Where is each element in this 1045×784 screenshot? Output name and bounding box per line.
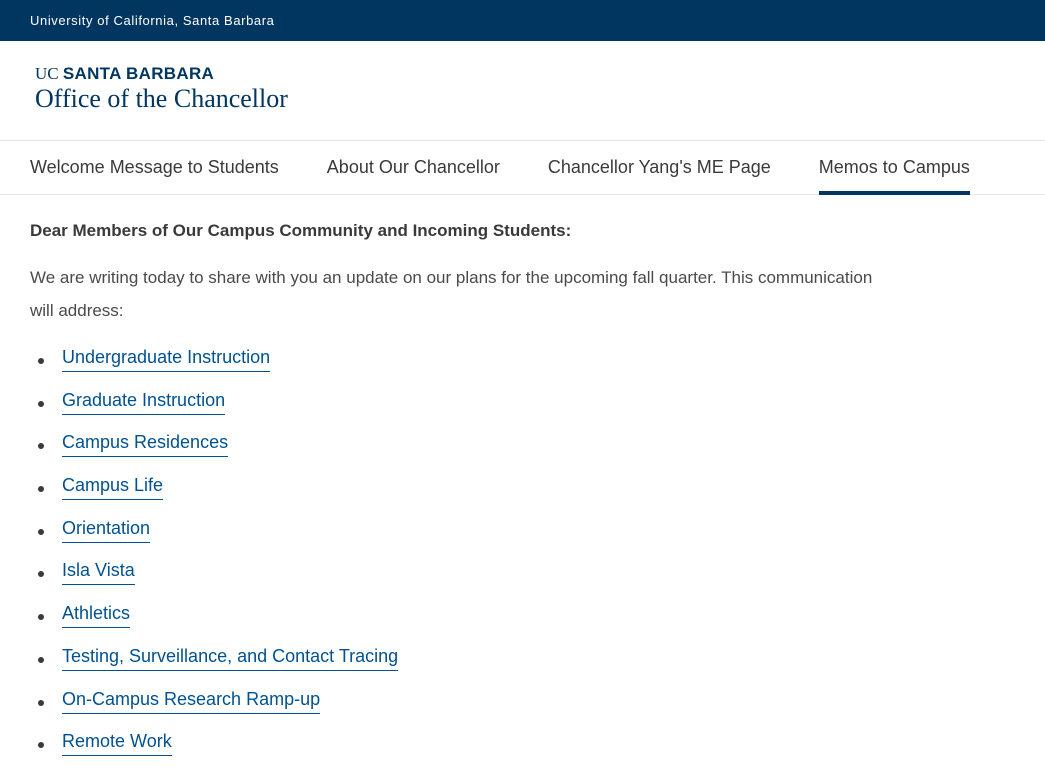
- memo-intro: We are writing today to share with you an update on our plans for the upcoming fall quarter. This communication will address:: [30, 268, 873, 320]
- nav-item-label: Memos to Campus: [818, 157, 970, 177]
- nav-item-label: About Our Chancellor: [326, 157, 500, 177]
- nav-item-memos-to-campus[interactable]: [819, 141, 970, 194]
- nav-item-me-page[interactable]: [548, 141, 771, 194]
- wordmark-santa-barbara: SANTA BARBARA: [62, 64, 215, 83]
- topic-link-orientation[interactable]: Orientation: [62, 516, 150, 543]
- bullet-icon: [38, 529, 44, 535]
- topic-link-research-ramp-up[interactable]: On-Campus Research Ramp-up: [62, 687, 320, 714]
- bullet-icon: [38, 614, 44, 620]
- main-nav: [0, 141, 1045, 195]
- bullet-icon: [38, 358, 44, 364]
- topic-link-campus-residences[interactable]: Campus Residences: [62, 430, 228, 457]
- list-item: [30, 430, 1045, 473]
- list-item: [30, 729, 1045, 772]
- nav-item-welcome-message[interactable]: [30, 141, 279, 194]
- university-name[interactable]: University of California, Santa Barbara: [30, 13, 275, 28]
- topic-link-athletics[interactable]: Athletics: [62, 601, 130, 628]
- nav-item-about-chancellor[interactable]: [327, 141, 500, 194]
- topic-link-isla-vista[interactable]: Isla Vista: [62, 558, 135, 585]
- bullet-icon: [38, 401, 44, 407]
- topic-link-testing-surveillance[interactable]: Testing, Surveillance, and Contact Tracing: [62, 644, 398, 671]
- ucsb-wordmark: [35, 65, 1045, 82]
- bullet-icon: [38, 486, 44, 492]
- topic-link-graduate-instruction[interactable]: Graduate Instruction: [62, 388, 225, 415]
- list-item: [30, 388, 1045, 431]
- list-item: [30, 345, 1045, 388]
- bullet-icon: [38, 571, 44, 577]
- topic-link-undergraduate-instruction[interactable]: Undergraduate Instruction: [62, 345, 270, 372]
- list-item: [30, 516, 1045, 559]
- memo-greeting: Dear Members of Our Campus Community and Incoming Students:: [30, 221, 572, 240]
- wordmark-uc: UC: [35, 64, 59, 83]
- nav-item-label: Welcome Message to Students: [30, 157, 279, 177]
- topic-link-remote-work[interactable]: Remote Work: [62, 729, 172, 756]
- bullet-icon: [38, 443, 44, 449]
- university-topbar: [0, 0, 1045, 41]
- topic-list: [30, 345, 1045, 772]
- site-title[interactable]: Office of the Chancellor: [35, 84, 288, 113]
- list-item: [30, 558, 1045, 601]
- list-item: [30, 601, 1045, 644]
- site-branding[interactable]: [0, 41, 1045, 141]
- list-item: [30, 644, 1045, 687]
- bullet-icon: [38, 657, 44, 663]
- nav-item-label: Chancellor Yang's ME Page: [547, 157, 771, 177]
- list-item: [30, 473, 1045, 516]
- list-item: [30, 687, 1045, 730]
- bullet-icon: [38, 742, 44, 748]
- memo-content: [0, 195, 1045, 772]
- bullet-icon: [38, 700, 44, 706]
- topic-link-campus-life[interactable]: Campus Life: [62, 473, 163, 500]
